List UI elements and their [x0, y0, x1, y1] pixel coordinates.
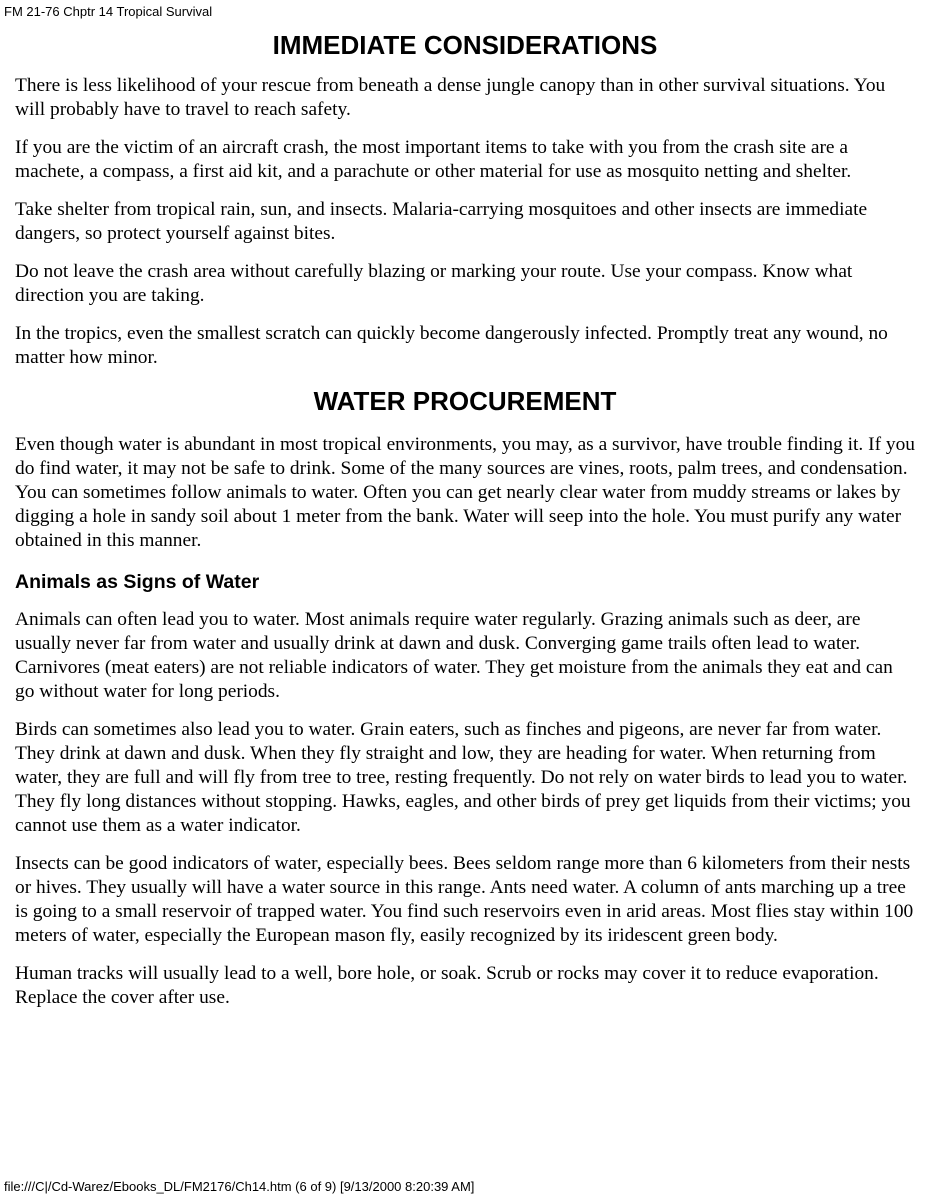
document-body: [15, 28, 915, 1024]
paragraph: Do not leave the crash area without carefully blazing or marking your route. Use your compass. Know what direction you are taking.: [15, 261, 853, 306]
paragraph: Take shelter from tropical rain, sun, and insects. Malaria-carrying mosquitoes and other insects are immediate dangers, so protect yourself against bites.: [15, 199, 868, 244]
page-header: FM 21-76 Chptr 14 Tropical Survival: [4, 4, 213, 19]
paragraph: Human tracks will usually lead to a well, bore hole, or soak. Scrub or rocks may cover it to reduce evaporation. Replace the cover after use.: [15, 963, 879, 1008]
paragraph: In the tropics, even the smallest scratch can quickly become dangerously infected. Promptly treat any wound, no matter how minor.: [15, 323, 888, 368]
heading-immediate-considerations: IMMEDIATE CONSIDERATIONS: [272, 30, 658, 60]
paragraph: Birds can sometimes also lead you to water. Grain eaters, such as finches and pigeons, are never far from water. They drink at dawn and dusk. When they fly straight and low, they are heading for water. When returning from water, they are full and will fly from tree to tree, resting frequently. Do not rely on water birds to lead you to water. They fly long distances without stopping. Hawks, eagles, and other birds of prey get liquids from their victims; you cannot use them as a water indicator.: [15, 719, 911, 836]
page-footer-url: file:///C|/Cd-Warez/Ebooks_DL/FM2176/Ch14.htm (6 of 9) [9/13/2000 8:20:39 AM]: [4, 1179, 475, 1194]
paragraph: Even though water is abundant in most tropical environments, you may, as a survivor, have trouble finding it. If you do find water, it may not be safe to drink. Some of the many sources are vines, roots, palm trees, and condensation. You can sometimes follow animals to water. Often you can get nearly clear water from muddy streams or lakes by digging a hole in sandy soil about 1 meter from the bank. Water will seep into the hole. You must purify any water obtained in this manner.: [15, 434, 915, 551]
subheading-animals-as-signs-of-water: Animals as Signs of Water: [15, 571, 260, 593]
paragraph: There is less likelihood of your rescue from beneath a dense jungle canopy than in other survival situations. You will probably have to travel to reach safety.: [15, 75, 886, 120]
paragraph: If you are the victim of an aircraft crash, the most important items to take with you from the crash site are a machete, a compass, a first aid kit, and a parachute or other material for use as mosquito netting and shelter.: [15, 137, 852, 182]
paragraph: Insects can be good indicators of water, especially bees. Bees seldom range more than 6 kilometers from their nests or hives. They usually will have a water source in this range. Ants need water. A column of ants marching up a tree is going to a small reservoir of trapped water. You find such reservoirs even in arid areas. Most flies stay within 100 meters of water, especially the European mason fly, easily recognized by its iridescent green body.: [15, 853, 914, 946]
paragraph: Animals can often lead you to water. Most animals require water regularly. Grazing animals such as deer, are usually never far from water and usually drink at dawn and dusk. Converging game trails often lead to water. Carnivores (meat eaters) are not reliable indicators of water. They get moisture from the animals they eat and can go without water for long periods.: [15, 609, 893, 702]
heading-water-procurement: WATER PROCUREMENT: [313, 386, 617, 416]
